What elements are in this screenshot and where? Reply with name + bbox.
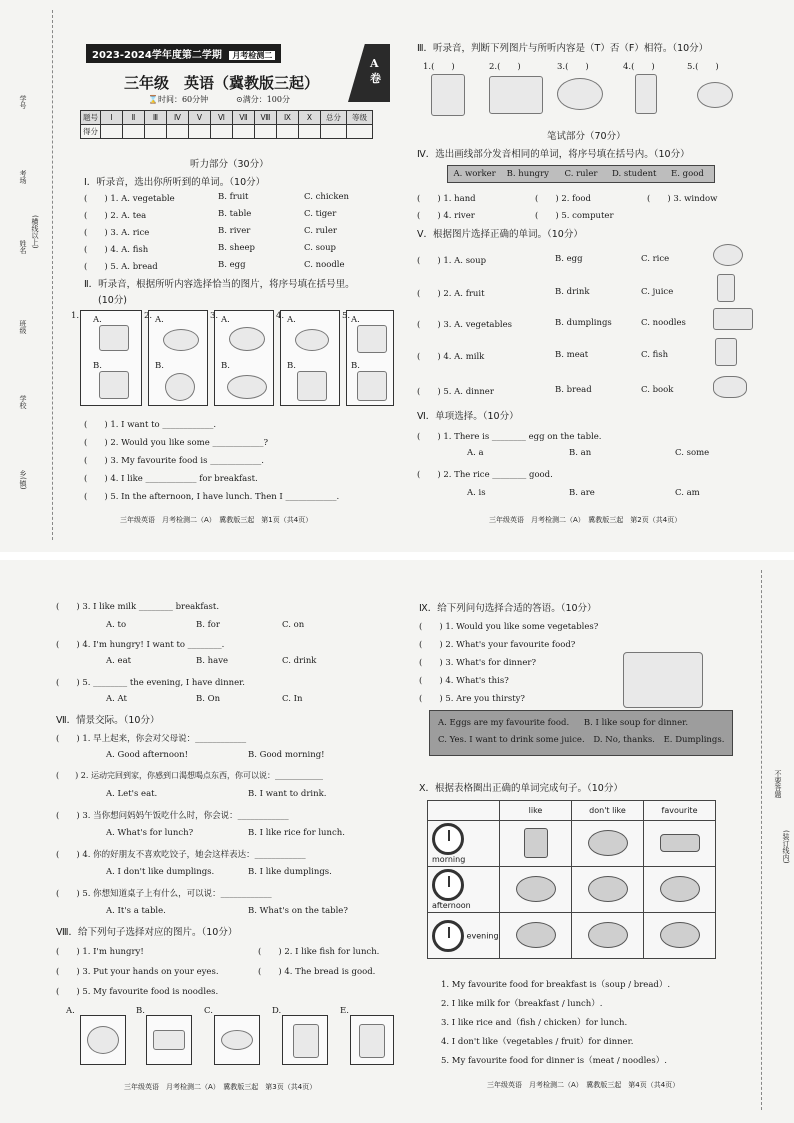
section-4-title: Ⅳ．选出画线部分发音相同的单词，将序号填在括号内。（10分）: [417, 149, 690, 160]
s6-q1[interactable]: ( ) 1. There is ________ egg on the table.: [417, 432, 602, 442]
s2-sentence-1[interactable]: ( ) 1. I want to ____________.: [84, 420, 217, 430]
score-cell[interactable]: [101, 125, 123, 139]
s4-option: A. worker: [453, 169, 496, 179]
s8-pic-e: [350, 1015, 394, 1065]
s2-pic-box-1: [71, 310, 142, 406]
grid-time: afternoon: [432, 901, 471, 910]
section-7-title: Ⅶ．情景交际。（10分）: [56, 715, 160, 726]
score-col: 总分: [321, 111, 347, 125]
s7-q3-a: A. What's for lunch?: [106, 828, 194, 838]
s1-q4-a[interactable]: ( ) 4. A. fish: [84, 245, 149, 255]
s4-q5[interactable]: ( ) 5. computer: [535, 211, 614, 221]
fruit-plate-icon: [516, 922, 556, 948]
s7-q3[interactable]: ( ) 3. 当你想问妈妈午饭吃什么时，你会说：____________: [56, 811, 289, 821]
score-col: Ⅶ: [233, 111, 255, 125]
bread-icon: [713, 376, 747, 398]
s2-pic-box-3: [210, 310, 274, 406]
s5-q5-c: C. book: [641, 385, 674, 395]
s5-q3-b: B. dumplings: [555, 318, 612, 328]
s2-sentence-3[interactable]: ( ) 3. My favourite food is ____________.: [84, 456, 264, 466]
s5-q4-b: B. meat: [555, 350, 589, 360]
rice-bowl-icon: [697, 82, 733, 108]
page-4: [397, 560, 794, 1123]
s9-answer-box: [429, 710, 733, 756]
grid-header: favourite: [644, 801, 716, 821]
juice-glass-icon: [717, 274, 735, 302]
s7-q2-b: B. I want to drink.: [248, 789, 327, 799]
score-col: 题号: [81, 111, 101, 125]
s7-q2[interactable]: ( ) 2. 运动完回到家，你感到口渴想喝点东西，你可以说：____________: [56, 771, 323, 780]
s2-pic-box-4: [276, 310, 340, 406]
s5-q5-b: B. bread: [555, 385, 592, 395]
s7-q5-a: A. It's a table.: [106, 906, 166, 916]
clock-icon: [432, 869, 464, 901]
s6-q1-b: B. an: [569, 448, 592, 458]
s1-q1-a[interactable]: ( ) 1. A. vegetable: [84, 194, 175, 204]
s1-q5-c: C. noodle: [304, 260, 345, 270]
score-col: 等级: [347, 111, 373, 125]
s5-q2-a[interactable]: ( ) 2. A. fruit: [417, 289, 485, 299]
grid-cell: [500, 867, 572, 913]
s2-sentence-4[interactable]: ( ) 4. I like ____________ for breakfast.: [84, 474, 258, 484]
s7-q1-b: B. Good morning!: [248, 750, 325, 760]
boy-drinking-icon: [99, 325, 129, 351]
hands-on-eyes-icon: [359, 1024, 385, 1058]
pic-num: 2.: [144, 311, 153, 321]
side-label: 学校: [19, 395, 27, 409]
clock-icon: [432, 920, 464, 952]
s4-option: B. hungry: [506, 169, 549, 179]
noodles-bowl-icon: [660, 922, 700, 948]
s4-q4[interactable]: ( ) 4. river: [417, 211, 475, 221]
s2-pic-box-2: [144, 310, 208, 406]
section-1-title: Ⅰ．听录音，选出你所听到的单词。（10分）: [84, 177, 266, 188]
s8-pic-b: [146, 1015, 192, 1065]
grid-cell: [644, 821, 716, 867]
milk-carton-icon: [297, 371, 327, 401]
s5-q2-c: C. juice: [641, 287, 674, 297]
s7-q4-b: B. I like dumplings.: [248, 867, 332, 877]
s4-q2[interactable]: ( ) 2. food: [535, 194, 591, 204]
s3-q5[interactable]: 5.( ): [687, 62, 719, 72]
score-col: Ⅵ: [211, 111, 233, 125]
s7-q1-a: A. Good afternoon!: [106, 750, 189, 760]
pic-label: B.: [351, 361, 360, 371]
grid-header: don't like: [572, 801, 644, 821]
pic-label: A.: [66, 1006, 75, 1016]
s10-q1[interactable]: 1. My favourite food for breakfast is（soup / bread）.: [441, 980, 671, 990]
soup-bowl-icon: [713, 244, 743, 266]
volume-badge: [348, 44, 390, 102]
s9-q4[interactable]: ( ) 4. What's this?: [419, 676, 509, 686]
s9-option: A. Eggs are my favourite food.: [438, 718, 570, 728]
s8-pic-c: [214, 1015, 260, 1065]
side-label: 学号: [19, 95, 27, 109]
score-row-label: 得分: [81, 125, 101, 139]
s1-q4-b: B. sheep: [218, 243, 255, 253]
score-cell[interactable]: [321, 125, 347, 139]
grid-cell: [644, 867, 716, 913]
page-2: [397, 0, 794, 552]
s9-option: B. I like soup for dinner.: [583, 718, 689, 728]
s7-q5-b: B. What's on the table?: [248, 906, 348, 916]
grid-cell: [572, 867, 644, 913]
side-label: 姓名: [19, 240, 27, 254]
exam-time: ⌛时间：60分钟: [148, 95, 209, 104]
s8-q1[interactable]: ( ) 1. I'm hungry!: [56, 947, 144, 957]
section-2-title: Ⅱ．听录音，根据所听内容选择恰当的图片，将序号填在括号里。: [84, 279, 355, 290]
pic-label: A.: [155, 315, 164, 325]
page-gap: [0, 552, 794, 560]
s7-q4-a: A. I don't like dumplings.: [106, 867, 215, 877]
s4-option: D. student: [611, 169, 657, 179]
score-cell[interactable]: [145, 125, 167, 139]
milk-carton-icon: [524, 828, 548, 858]
s1-q2-b: B. table: [218, 209, 252, 219]
table-icon: [489, 76, 543, 114]
pic-label: B.: [136, 1006, 145, 1016]
side-label: 考场: [19, 170, 27, 184]
score-col: Ⅲ: [145, 111, 167, 125]
rice-chicken-icon: [516, 876, 556, 902]
score-cell[interactable]: [255, 125, 277, 139]
pic-label: D.: [272, 1006, 282, 1016]
pic-label: B.: [155, 361, 164, 371]
side-label: 班级: [19, 320, 27, 334]
score-cell[interactable]: [189, 125, 211, 139]
s9-q1[interactable]: ( ) 1. Would you like some vegetables?: [419, 622, 599, 632]
s6-q2-c: C. am: [675, 488, 700, 498]
s5-q4-a[interactable]: ( ) 4. A. milk: [417, 352, 485, 362]
s1-q1-b: B. fruit: [218, 192, 249, 202]
s5-q4-c: C. fish: [641, 350, 669, 360]
s6-q5-a: A. At: [106, 694, 127, 704]
score-cell[interactable]: [347, 125, 373, 139]
egg-plate-icon: [295, 329, 329, 351]
score-col: Ⅹ: [299, 111, 321, 125]
s8-pic-d: [282, 1015, 328, 1065]
pic-label: C.: [204, 1006, 213, 1016]
grid-header: like: [500, 801, 572, 821]
fish-plate-icon: [227, 375, 267, 399]
s6-q3-b: B. for: [196, 620, 220, 630]
score-cell[interactable]: [211, 125, 233, 139]
s4-option: E. good: [671, 169, 704, 179]
section-3-title: Ⅲ．听录音，判断下列图片与所听内容是（T）否（F）相符。（10分）: [417, 43, 709, 54]
soup-bowl-icon: [588, 830, 628, 856]
s6-q5-b: B. On: [196, 694, 221, 704]
s6-q5-c: C. In: [282, 694, 303, 704]
noodles-bowl-icon: [87, 1026, 119, 1054]
pic-label: A.: [93, 315, 102, 325]
page-3: [0, 560, 397, 1123]
s1-q5-b: B. egg: [218, 260, 246, 270]
score-col: Ⅰ: [101, 111, 123, 125]
listening-heading: 听力部分（30分）: [190, 159, 269, 170]
boy-train-icon: [623, 652, 703, 708]
grid-header: [428, 801, 500, 821]
s10-q5[interactable]: 5. My favourite food for dinner is（meat / noodles）.: [441, 1056, 667, 1066]
s6-q1-c: C. some: [675, 448, 710, 458]
boy-eating-icon: [99, 371, 129, 399]
clock-icon: [432, 823, 464, 855]
banner-tag: 月考检测二: [229, 51, 275, 60]
grid-cell: [572, 913, 644, 959]
pic-label: B.: [93, 361, 102, 371]
volume-label: A卷: [370, 57, 381, 85]
pic-num: 4.: [276, 311, 285, 321]
pic-label: B.: [287, 361, 296, 371]
score-cell[interactable]: [299, 125, 321, 139]
s4-q3[interactable]: ( ) 3. window: [647, 194, 718, 204]
s3-q1[interactable]: 1.( ): [423, 62, 455, 72]
girl-money-icon: [431, 74, 465, 116]
hungry-boy-icon: [293, 1024, 319, 1058]
grid-row-label: [428, 867, 500, 913]
s3-q3[interactable]: 3.( ): [557, 62, 589, 72]
s4-q1[interactable]: ( ) 1. hand: [417, 194, 476, 204]
s3-q2[interactable]: 2.( ): [489, 62, 521, 72]
section-6-title: Ⅵ．单项选择。（10分）: [417, 411, 519, 422]
binding-line: [52, 10, 53, 540]
s6-q3-a: A. to: [106, 620, 127, 630]
s10-q4[interactable]: 4. I don't like（vegetables / fruit）for dinner.: [441, 1037, 634, 1047]
noodles-bowl-icon: [165, 373, 195, 401]
score-col: Ⅷ: [255, 111, 277, 125]
s2-pic-box-5: [342, 310, 394, 406]
exam-title: 三年级 英语（冀教版三起）: [124, 74, 320, 92]
s5-q1-a[interactable]: ( ) 1. A. soup: [417, 256, 487, 266]
page-footer: 三年级英语 月考检测二（A） 冀教版三起 第2页（共4页）: [489, 516, 682, 524]
food-grid: [427, 800, 716, 959]
s7-q4[interactable]: ( ) 4. 你的好朋友不喜欢吃饺子，她会这样表达：____________: [56, 850, 306, 860]
binding-line: [761, 570, 762, 1110]
s6-q4-a: A. eat: [106, 656, 132, 666]
s7-q1[interactable]: ( ) 1. 早上起来，你会对父母说：____________: [56, 734, 247, 744]
score-table: [80, 110, 373, 139]
grid-row-label: [428, 913, 500, 959]
s3-q4[interactable]: 4.( ): [623, 62, 655, 72]
boy-cooking-icon: [357, 371, 387, 401]
milk-carton-icon: [715, 338, 737, 366]
section-5-title: Ⅴ．根据图片选择正确的单词。（10分）: [417, 229, 583, 240]
noodles-icon: [713, 308, 753, 330]
s5-q3-a[interactable]: ( ) 3. A. vegetables: [417, 320, 513, 330]
s1-q3-c: C. ruler: [304, 226, 337, 236]
s5-q2-b: B. drink: [555, 287, 590, 297]
section-10-title: Ⅹ．根据表格圈出正确的单词完成句子。（10分）: [419, 783, 623, 794]
grid-row-label: [428, 821, 500, 867]
s6-q2[interactable]: ( ) 2. The rice ________ good.: [417, 470, 553, 480]
rice-fish-icon: [588, 876, 628, 902]
pic-num: 5.: [342, 311, 351, 321]
pic-label: A.: [287, 315, 296, 325]
pic-num: 1.: [71, 311, 80, 321]
boy-table-icon: [357, 325, 387, 353]
s4-option: C. ruler: [564, 169, 598, 179]
s7-q2-a: A. Let's eat.: [106, 789, 158, 799]
s10-q2[interactable]: 2. I like milk for（breakfast / lunch）.: [441, 999, 603, 1009]
s9-option: C. Yes. I want to drink some juice.: [438, 735, 585, 745]
s4-option-box: [447, 165, 715, 183]
s6-q3[interactable]: ( ) 3. I like milk ________ breakfast.: [56, 602, 220, 612]
pic-label: A.: [351, 315, 360, 325]
bread-icon: [153, 1030, 185, 1050]
score-cell[interactable]: [123, 125, 145, 139]
bread-icon: [660, 834, 700, 852]
s8-q4[interactable]: ( ) 4. The bread is good.: [258, 967, 376, 977]
score-col: Ⅸ: [277, 111, 299, 125]
fish-plate-icon: [221, 1030, 253, 1050]
written-heading: 笔试部分（70分）: [547, 131, 626, 142]
side-label: 乡(镇): [19, 470, 27, 490]
s8-q5[interactable]: ( ) 5. My favourite food is noodles.: [56, 987, 219, 997]
s9-q5[interactable]: ( ) 5. Are you thirsty?: [419, 694, 525, 704]
page-footer: 三年级英语 月考检测二（A） 冀教版三起 第1页（共4页）: [120, 516, 313, 524]
pic-num: 3.: [210, 311, 219, 321]
s5-q1-c: C. rice: [641, 254, 670, 264]
s9-q3[interactable]: ( ) 3. What's for dinner?: [419, 658, 537, 668]
page-footer: 三年级英语 月考检测二（A） 冀教版三起 第4页（共4页）: [487, 1081, 680, 1089]
section-8-title: Ⅷ．给下列句子选择对应的图片。（10分）: [56, 927, 238, 938]
grid-cell: [644, 913, 716, 959]
dumplings-icon: [660, 876, 700, 902]
s6-q2-b: B. are: [569, 488, 595, 498]
s8-pic-a: [80, 1015, 126, 1065]
score-col: Ⅴ: [189, 111, 211, 125]
side-label: (横线以上): [31, 215, 39, 249]
exam-full-score: ⊙满分：100分: [236, 95, 290, 104]
s6-q1-a: A. a: [467, 448, 484, 458]
s6-q4-b: B. have: [196, 656, 229, 666]
vegetables-icon: [588, 922, 628, 948]
term-banner: [86, 44, 281, 63]
s1-q2-a[interactable]: ( ) 2. A. tea: [84, 211, 147, 221]
s7-q5[interactable]: ( ) 5. 你想知道桌子上有什么，可以说：____________: [56, 889, 272, 899]
grid-time: morning: [432, 855, 466, 864]
page-1: [0, 0, 397, 552]
pic-label: B.: [221, 361, 230, 371]
grid-cell: [500, 913, 572, 959]
score-cell[interactable]: [233, 125, 255, 139]
side-label: 不要答题: [774, 770, 782, 798]
s6-q4[interactable]: ( ) 4. I'm hungry! I want to ________.: [56, 640, 225, 650]
s8-q2[interactable]: ( ) 2. I like fish for lunch.: [258, 947, 380, 957]
s9-q2[interactable]: ( ) 2. What's your favourite food?: [419, 640, 576, 650]
pic-label: E.: [340, 1006, 349, 1016]
s10-q3[interactable]: 3. I like rice and（fish / chicken）for lunch.: [441, 1018, 628, 1028]
pic-label: A.: [221, 315, 230, 325]
s6-q3-c: C. on: [282, 620, 305, 630]
s1-q4-c: C. soup: [304, 243, 336, 253]
dumplings-icon: [163, 329, 199, 351]
s2-sentence-5[interactable]: ( ) 5. In the afternoon, I have lunch. Then I ____________.: [84, 492, 340, 502]
score-col: Ⅱ: [123, 111, 145, 125]
score-cell[interactable]: [167, 125, 189, 139]
chicken-plate-icon: [229, 327, 265, 351]
s7-q3-b: B. I like rice for lunch.: [248, 828, 345, 838]
s1-q2-c: C. tiger: [304, 209, 337, 219]
banner-text: 2023-2024学年度第二学期: [92, 50, 222, 61]
s8-q3[interactable]: ( ) 3. Put your hands on your eyes.: [56, 967, 219, 977]
s1-q1-c: C. chicken: [304, 192, 349, 202]
grid-cell: [572, 821, 644, 867]
s2-sentence-2[interactable]: ( ) 2. Would you like some ____________?: [84, 438, 269, 448]
page-footer: 三年级英语 月考检测二（A） 冀教版三起 第3页（共4页）: [124, 1083, 317, 1091]
boy-standing-icon: [635, 74, 657, 114]
s6-q4-c: C. drink: [282, 656, 317, 666]
s1-q5-a[interactable]: ( ) 5. A. bread: [84, 262, 158, 272]
s5-q1-b: B. egg: [555, 254, 583, 264]
grid-time: evening: [466, 931, 499, 940]
grid-cell: [500, 821, 572, 867]
s1-q3-a[interactable]: ( ) 3. A. rice: [84, 228, 150, 238]
s5-q5-a[interactable]: ( ) 5. A. dinner: [417, 387, 494, 397]
s6-q2-a: A. is: [467, 488, 486, 498]
s1-q3-b: B. river: [218, 226, 251, 236]
fruit-basket-icon: [557, 78, 603, 110]
s5-q3-c: C. noodles: [641, 318, 686, 328]
side-label: (装订线内): [782, 830, 790, 864]
s9-option: E. Dumplings.: [663, 735, 725, 745]
section-2-score: (10分): [98, 295, 128, 306]
section-9-title: Ⅸ．给下列问句选择合适的答语。（10分）: [419, 603, 597, 614]
score-col: Ⅳ: [167, 111, 189, 125]
s6-q5[interactable]: ( ) 5. ________ the evening, I have dinner.: [56, 678, 245, 688]
s9-option: D. No, thanks.: [593, 735, 655, 745]
score-cell[interactable]: [277, 125, 299, 139]
